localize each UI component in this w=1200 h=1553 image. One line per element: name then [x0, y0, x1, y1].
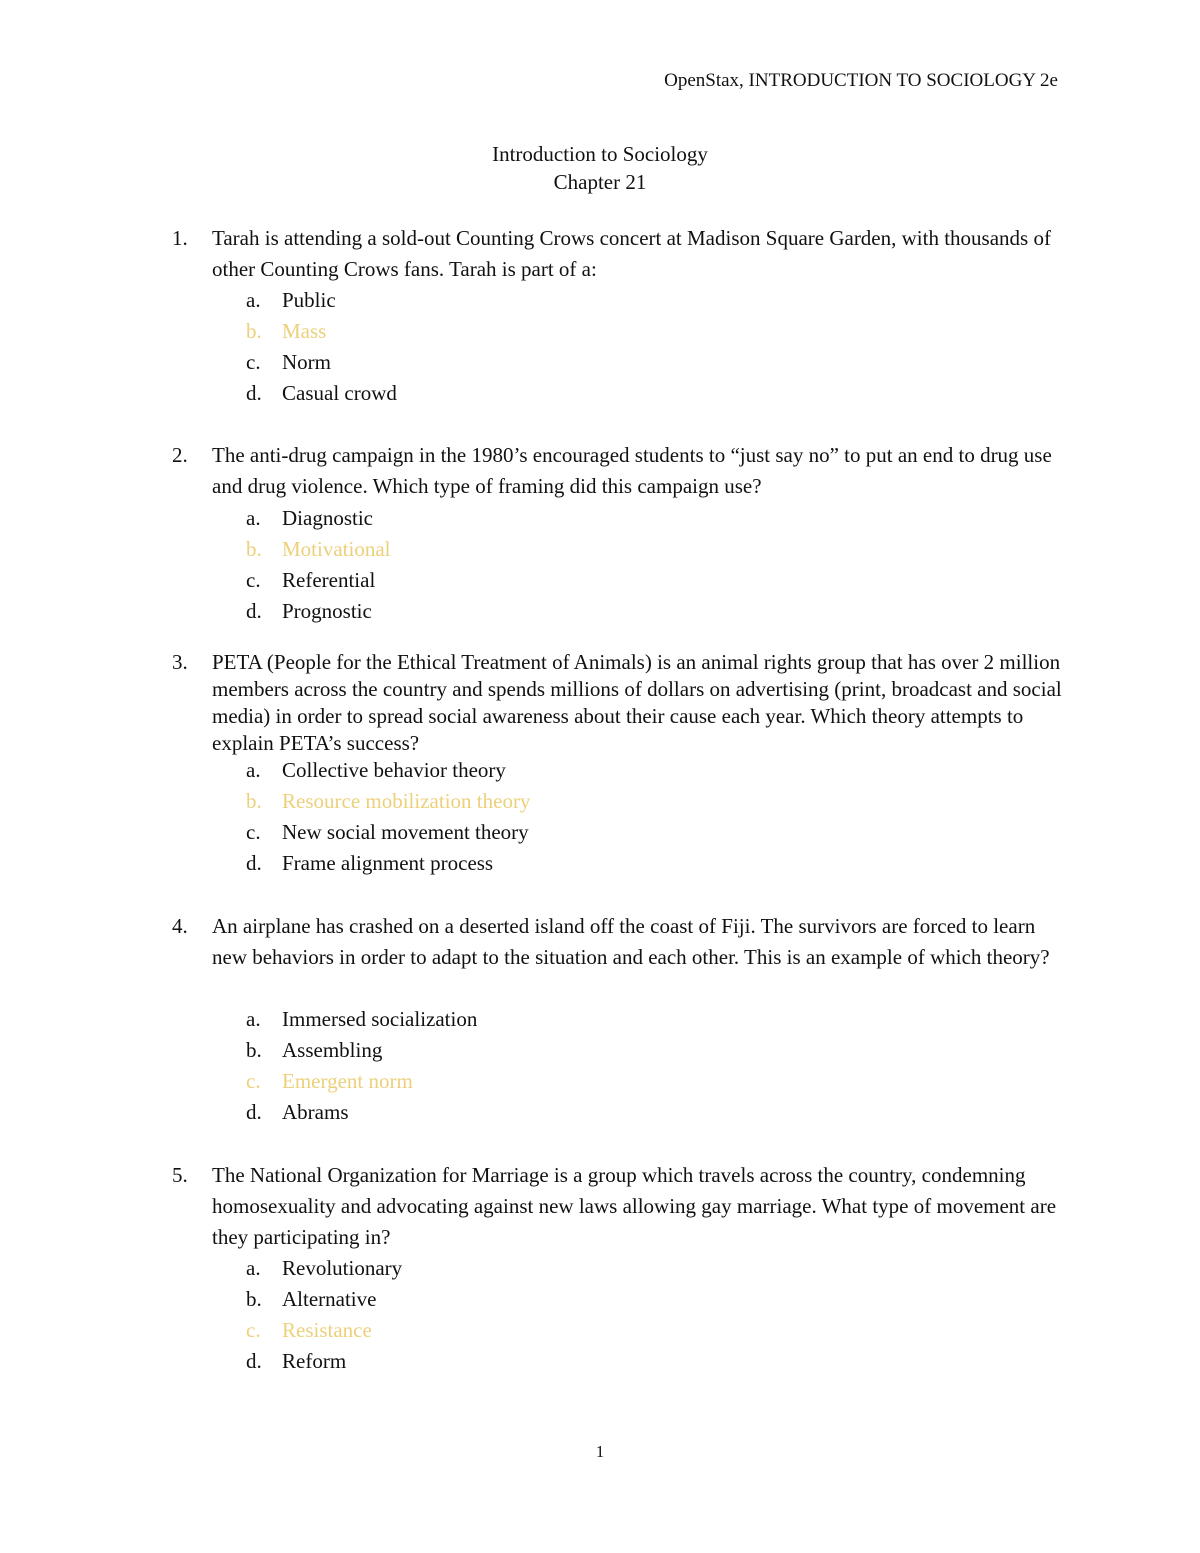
option-letter: a.: [246, 1007, 261, 1031]
option-letter: d.: [246, 851, 262, 875]
question-number: 5.: [172, 1163, 188, 1187]
option-d: [246, 596, 391, 627]
option-text: Alternative: [282, 1287, 377, 1311]
question-text: Tarah is attending a sold-out Counting Crows concert at Madison Square Garden, with thousands of other Counting Crows fans. Tarah is part of a:: [212, 226, 1051, 281]
option-letter: a.: [246, 758, 261, 782]
question-number: 1.: [172, 226, 188, 250]
option-b: [246, 1035, 477, 1066]
option-text: Abrams: [282, 1100, 349, 1124]
option-letter: a.: [246, 1256, 261, 1280]
option-b-highlighted: [246, 786, 530, 817]
page-title: Introduction to Sociology: [492, 142, 708, 166]
chapter-title: Chapter 21: [553, 170, 647, 194]
option-text: Frame alignment process: [282, 851, 494, 875]
question-number: 3.: [172, 650, 188, 674]
page-title-block: [0, 140, 1200, 196]
option-b: [246, 1284, 402, 1315]
question-number: 4.: [172, 914, 188, 938]
option-letter: c.: [246, 1318, 261, 1342]
option-letter: b.: [246, 537, 262, 561]
option-letter: c.: [246, 1069, 261, 1093]
option-text: Assembling: [282, 1038, 383, 1062]
option-text: Revolutionary: [282, 1256, 403, 1280]
option-text: Collective behavior theory: [282, 758, 506, 782]
option-c-highlighted: [246, 1066, 477, 1097]
option-c-highlighted: [246, 1315, 402, 1346]
question-text: An airplane has crashed on a deserted island off the coast of Fiji. The survivors are forced to learn new behaviors in order to adapt to the situation and each other. This is an example of which theory?: [212, 914, 1050, 969]
option-text: New social movement theory: [282, 820, 529, 844]
option-text: Norm: [282, 350, 331, 374]
option-text: Public: [282, 288, 336, 312]
option-d: [246, 1097, 477, 1128]
option-letter: c.: [246, 350, 261, 374]
option-letter: b.: [246, 319, 262, 343]
option-text: Resource mobilization theory: [282, 789, 531, 813]
option-text: Diagnostic: [282, 506, 373, 530]
option-text: Immersed socialization: [282, 1007, 478, 1031]
option-letter: c.: [246, 568, 261, 592]
option-text: Prognostic: [282, 599, 372, 623]
option-a: [246, 503, 391, 534]
option-letter: b.: [246, 1038, 262, 1062]
question-text: PETA (People for the Ethical Treatment of Animals) is an animal rights group that has over 2 million members across the country and spends millions of dollars on advertising (print, broadcast and social media) in order to spread social awareness about their cause each year. Which theory attempts to explain PETA’s success?: [212, 650, 1062, 755]
option-list: [246, 503, 391, 627]
option-letter: d.: [246, 599, 262, 623]
option-text: Emergent norm: [282, 1069, 413, 1093]
option-text: Resistance: [282, 1318, 372, 1342]
option-b-highlighted: [246, 316, 397, 347]
option-list: [246, 1253, 402, 1377]
option-letter: a.: [246, 506, 261, 530]
option-text: Casual crowd: [282, 381, 397, 405]
option-d: [246, 1346, 402, 1377]
option-letter: b.: [246, 1287, 262, 1311]
page-number: 1: [595, 1442, 605, 1461]
option-d: [246, 378, 397, 409]
option-letter: d.: [246, 1349, 262, 1373]
question-text: The National Organization for Marriage is a group which travels across the country, condemning homosexuality and advocating against new laws allowing gay marriage. What type of movement are they participating in?: [212, 1163, 1057, 1249]
option-letter: c.: [246, 820, 261, 844]
option-d: [246, 848, 530, 879]
question-number: 2.: [172, 443, 188, 467]
option-list: [246, 1004, 477, 1128]
option-letter: d.: [246, 1100, 262, 1124]
option-list: [246, 755, 530, 879]
option-c: [246, 817, 530, 848]
option-letter: d.: [246, 381, 262, 405]
option-b-highlighted: [246, 534, 391, 565]
option-text: Mass: [282, 319, 327, 343]
option-text: Reform: [282, 1349, 347, 1373]
option-letter: b.: [246, 789, 262, 813]
option-text: Motivational: [282, 537, 391, 561]
option-a: [246, 1253, 402, 1284]
question-text: The anti-drug campaign in the 1980’s encouraged students to “just say no” to put an end to drug use and drug violence. Which type of framing did this campaign use?: [212, 443, 1052, 498]
option-a: [246, 1004, 477, 1035]
option-a: [246, 755, 530, 786]
option-letter: a.: [246, 288, 261, 312]
option-text: Referential: [282, 568, 376, 592]
running-header: OpenStax, INTRODUCTION TO SOCIOLOGY 2e: [664, 70, 1058, 91]
option-c: [246, 565, 391, 596]
option-c: [246, 347, 397, 378]
option-a: [246, 285, 397, 316]
option-list: [246, 285, 397, 409]
